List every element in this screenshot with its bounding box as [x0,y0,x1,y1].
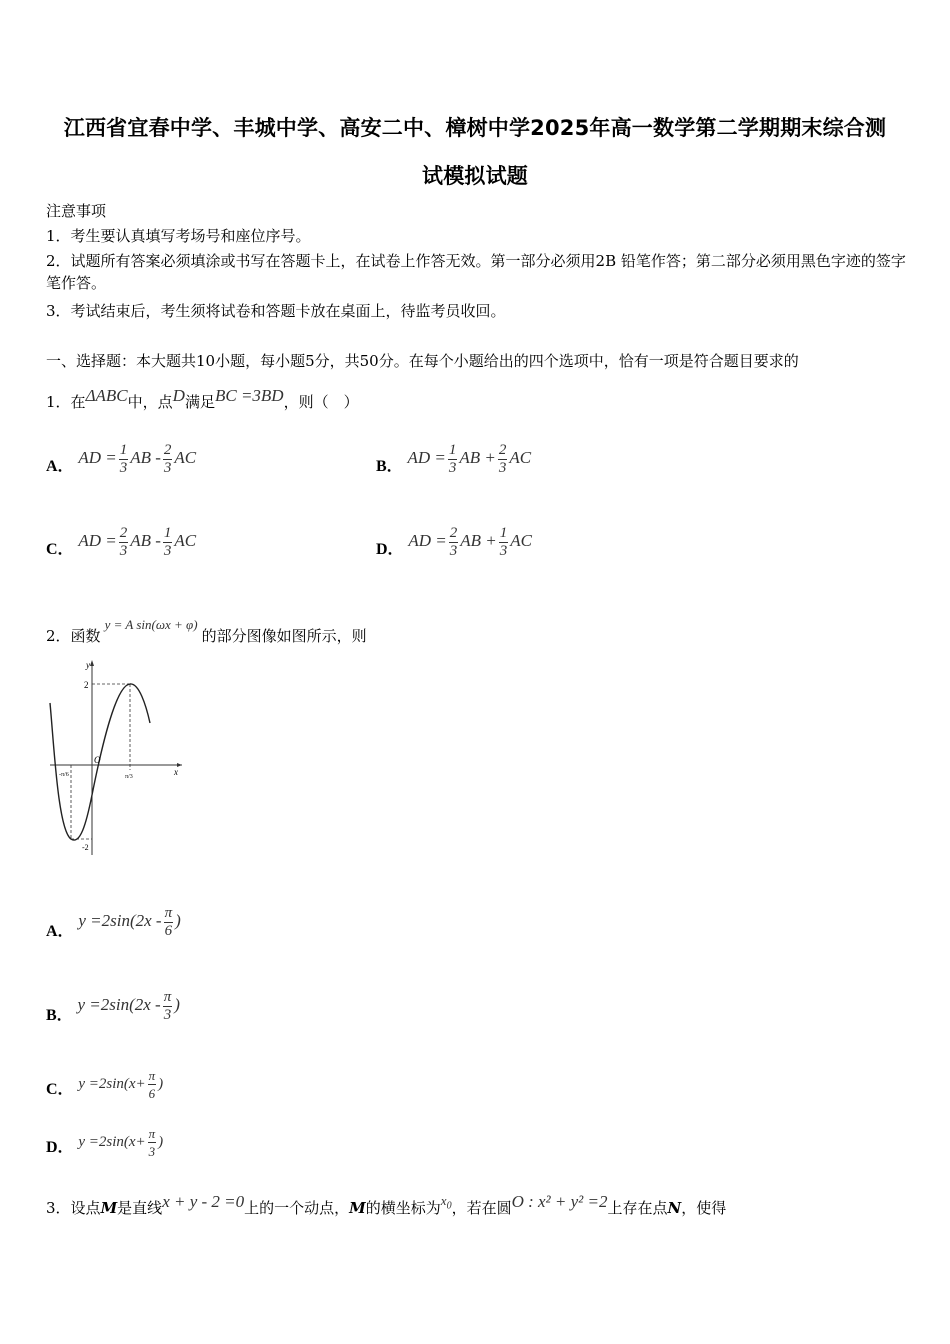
formula-part: y =2sin(x+ [78,1076,146,1092]
q3-text: 上存在点 [607,1199,668,1217]
option-formula [78,904,181,939]
fraction-denominator: 3 [498,459,507,476]
formula-part: AB + [459,448,496,467]
left-tick-label: -π/6 [59,772,69,778]
fraction-numerator: 2 [498,441,507,458]
q3-text: ，使得 [681,1199,727,1217]
formula-part: ) [158,1076,164,1092]
fraction-numerator: π [163,988,172,1005]
question-3-stem [46,1186,726,1223]
option-formula [78,524,197,559]
option-label: C． [46,541,74,558]
option-formula [78,1126,164,1160]
fraction-numerator: 2 [163,441,172,458]
fraction-denominator: 6 [164,922,173,939]
question-1-stem [46,381,359,417]
x-label: x [174,767,178,777]
formula-part: ) [175,911,181,930]
q1-option-a[interactable] [46,436,196,489]
q3-math-circle: O : x² + y² =2 [511,1192,608,1211]
section-heading: 一、选择题：本大题共10小题，每小题5分，共50分。在每个小题给出的四个选项中，恰有一项是符合题目要求的 [46,352,799,370]
question-number: 2． [46,627,71,645]
math-subscript: 0 [446,1200,452,1212]
question-number: 1． [46,393,71,411]
math-part: x [440,1193,447,1208]
formula-part: AD = [78,448,117,467]
max-label: 2 [84,680,89,690]
q2-option-a[interactable] [46,898,181,955]
page-title-line2: 试模拟试题 [422,164,528,188]
q1-text: ，则（ ） [283,393,359,411]
question-number: 3． [46,1199,71,1217]
fraction-denominator: 3 [163,1006,172,1023]
fraction-numerator: 1 [499,524,508,541]
q1-math-condition: BC =3BD [214,386,284,405]
formula-part: AC [509,448,532,467]
q1-option-c[interactable] [46,519,196,572]
y-label: y [86,660,90,670]
fraction-denominator: 3 [499,542,508,559]
q2-option-b[interactable] [46,982,180,1039]
fraction-numerator: 1 [119,441,128,458]
notice-item-3: 3．考试结束后，考生须将试卷和答题卡放在桌面上，待监考员收回。 [46,302,506,320]
option-label: A． [46,458,74,475]
formula-part: AC [174,448,197,467]
fraction-denominator: 6 [148,1086,156,1102]
option-formula [408,524,532,559]
formula-part: ) [174,995,180,1014]
fraction-denominator: 3 [449,542,458,559]
option-formula [78,441,197,476]
fraction-numerator: π [164,904,173,921]
formula-part: AB - [130,448,161,467]
option-formula [78,1068,164,1102]
option-label: D． [376,541,404,558]
fraction-denominator: 3 [163,542,172,559]
y-axis-arrow [90,660,94,666]
fraction-denominator: 3 [148,1144,156,1160]
fraction-numerator: 1 [448,441,457,458]
formula-part: y =2sin(x+ [78,1134,146,1150]
formula-part: AB - [130,531,161,550]
q3-text: ，若在圆 [451,1199,512,1217]
q3-text: 上的一个动点， [244,1199,350,1217]
fraction-numerator: π [148,1068,156,1084]
q3-text: 是直线 [117,1199,163,1217]
option-formula [407,441,532,476]
fraction-numerator: 2 [119,524,128,541]
q1-text: 满足 [184,393,215,411]
formula-part: AD = [78,531,117,550]
notice-heading: 注意事项 [46,202,107,220]
option-formula [77,988,180,1023]
formula-part: AD = [407,448,446,467]
notice-item-2: 2．试题所有答案必须填涂或书写在答题卡上，在试卷上作答无效。第一部分必须用2B 铅笔作答；第二部分必须用黑色字迹的签字笔作答。 [46,252,906,292]
fraction-numerator: 1 [163,524,172,541]
q1-math-triangle: ΔABC [85,386,128,405]
option-label: C． [46,1081,74,1098]
notice-item-1: 1．考生要认真填写考场号和座位序号。 [46,227,311,245]
formula-part: AC [510,531,532,550]
formula-part: y =2sin(2x - [78,911,162,930]
q1-option-d[interactable] [376,519,532,572]
formula-part: AC [174,531,197,550]
q3-point-n: N [667,1199,682,1217]
fraction-denominator: 3 [119,542,128,559]
formula-part: y =2sin(2x - [77,995,161,1014]
question-2-stem [46,610,367,651]
formula-part: AB + [460,531,497,550]
q3-point-m: M [100,1199,118,1217]
fraction-denominator: 3 [163,459,172,476]
q3-text: 设点 [70,1199,101,1217]
q3-math-line: x + y - 2 =0 [162,1192,245,1211]
option-label: B． [46,1007,73,1024]
fraction-denominator: 3 [448,459,457,476]
formula-part: ) [158,1134,164,1150]
q2-option-d[interactable] [46,1120,163,1170]
origin-label: O [94,755,101,765]
fraction-numerator: 2 [449,524,458,541]
sine-graph [46,655,191,860]
option-label: B． [376,458,403,475]
page-title-line1: 江西省宜春中学、丰城中学、高安二中、樟树中学2025年高一数学第二学期期末综合测 [63,116,887,140]
fraction-denominator: 3 [119,459,128,476]
option-label: D． [46,1139,74,1156]
option-label: A． [46,923,74,940]
q1-text: 在 [70,393,86,411]
formula-part: AD = [408,531,447,550]
q3-math-x0 [440,1193,452,1212]
q2-text: 的部分图像如图所示，则 [201,627,367,645]
q1-math-point: D [172,386,185,405]
q1-option-b[interactable] [376,436,531,489]
q3-point-m: M [349,1199,366,1217]
q2-text: 函数 [70,627,101,645]
q2-option-c[interactable] [46,1062,163,1112]
right-tick-label: π/3 [125,774,133,780]
q3-text: 的横坐标为 [365,1199,441,1217]
q2-math-function: y = A sin(ωx + φ) [104,617,198,632]
min-label: -2 [82,843,89,852]
fraction-numerator: π [148,1126,156,1142]
q1-text: 中，点 [127,393,173,411]
